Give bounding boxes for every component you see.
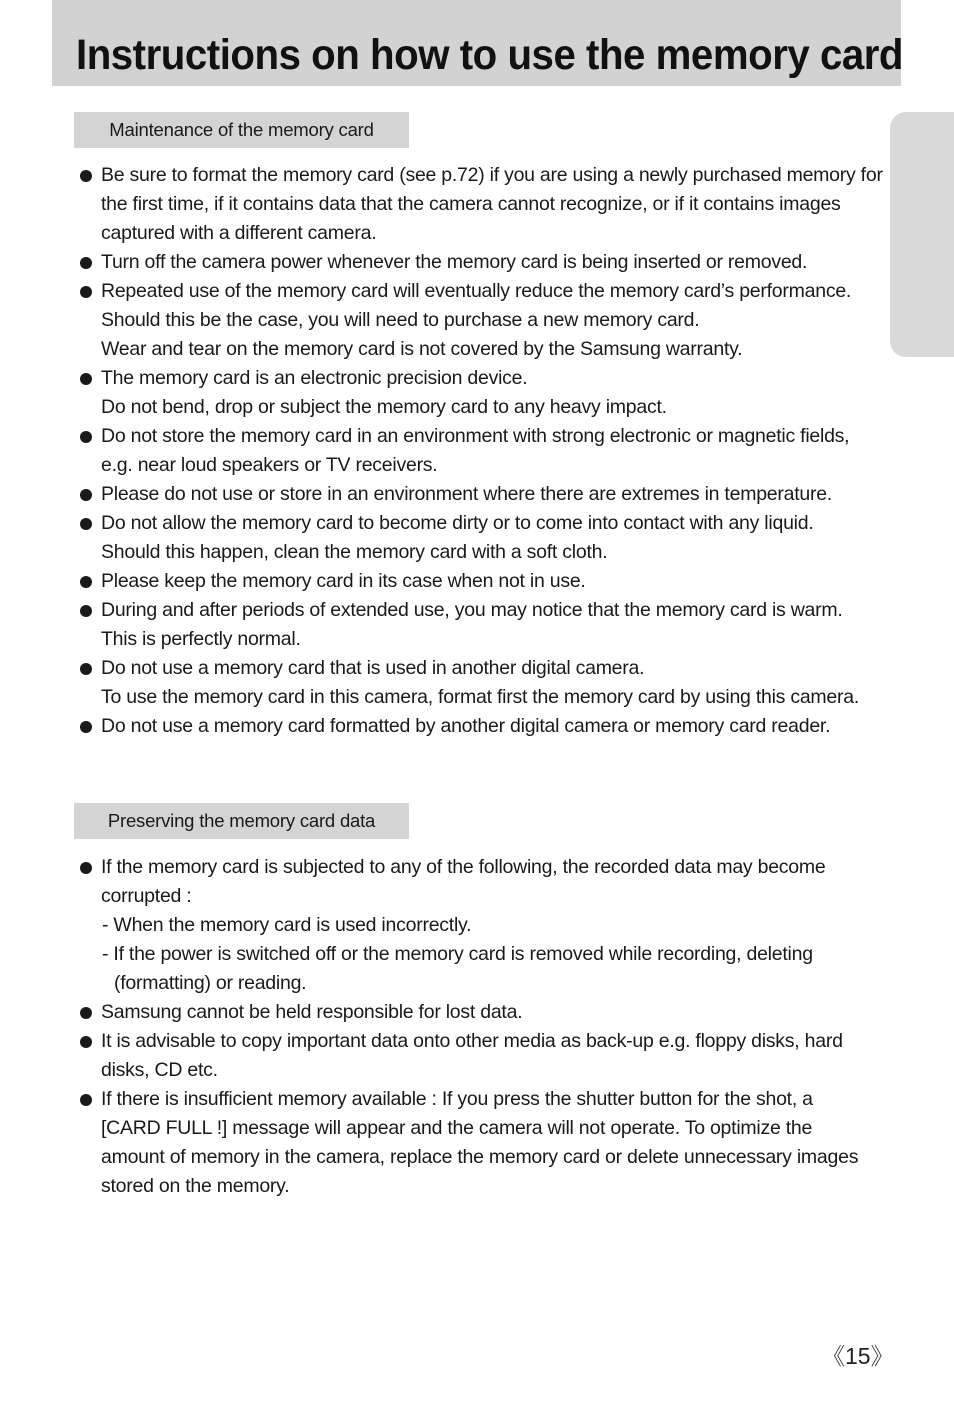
list-item (80, 712, 880, 741)
bullet-icon (80, 286, 92, 298)
bullet-icon (80, 1094, 92, 1106)
list-item (80, 480, 880, 509)
list-item (80, 596, 880, 654)
text-line: Repeated use of the memory card will eventually reduce the memory card’s performance. (101, 280, 852, 302)
list-item (80, 1027, 880, 1085)
list-item (80, 248, 880, 277)
bullet-icon (80, 1036, 92, 1048)
page-number: 《15》 (822, 1343, 894, 1369)
text-line: amount of memory in the camera, replace the memory card or delete unnecessary images (101, 1146, 859, 1168)
bullet-icon (80, 431, 92, 443)
text-line: (formatting) or reading. (114, 972, 307, 994)
text-line: [CARD FULL !] message will appear and the camera will not operate. To optimize the (101, 1117, 813, 1139)
bullet-icon (80, 373, 92, 385)
preserving-list (80, 853, 880, 1201)
text-line: Should this be the case, you will need to purchase a new memory card. (101, 309, 700, 331)
text-line: disks, CD etc. (101, 1059, 218, 1081)
text-line: Do not bend, drop or subject the memory card to any heavy impact. (101, 396, 667, 418)
text-line: Should this happen, clean the memory card with a soft cloth. (101, 541, 608, 563)
section-header-maintenance: Maintenance of the memory card (74, 112, 409, 148)
list-item (80, 1085, 880, 1201)
text-line: During and after periods of extended use, you may notice that the memory card is warm. (101, 599, 843, 621)
sub-item (101, 940, 880, 998)
bullet-icon (80, 1007, 92, 1019)
list-item (80, 422, 880, 480)
section-header-preserving: Preserving the memory card data (74, 803, 409, 839)
text-line: Please do not use or store in an environment where there are extremes in temperature. (101, 483, 832, 505)
text-line: Do not use a memory card formatted by another digital camera or memory card reader. (101, 715, 831, 737)
bullet-icon (80, 663, 92, 675)
text-line: If there is insufficient memory available : If you press the shutter button for the shot, a (101, 1088, 813, 1110)
text-line: If the memory card is subjected to any of the following, the recorded data may become (101, 856, 826, 878)
bullet-icon (80, 862, 92, 874)
list-item (80, 509, 880, 567)
bullet-icon (80, 170, 92, 182)
bullet-icon (80, 518, 92, 530)
text-line: Be sure to format the memory card (see p.72) if you are using a newly purchased memory for (101, 164, 883, 186)
text-line: Do not store the memory card in an environment with strong electronic or magnetic fields, (101, 425, 850, 447)
text-line: corrupted : (101, 885, 192, 907)
bullet-icon (80, 721, 92, 733)
text-line: Wear and tear on the memory card is not covered by the Samsung warranty. (101, 338, 743, 360)
sub-item (101, 911, 880, 940)
text-line: The memory card is an electronic precision device. (101, 367, 528, 389)
list-item (80, 998, 880, 1027)
text-line: Do not allow the memory card to become dirty or to come into contact with any liquid. (101, 512, 814, 534)
list-item (80, 364, 880, 422)
title-bar (52, 0, 904, 86)
text-line: Please keep the memory card in its case when not in use. (101, 570, 586, 592)
text-line: To use the memory card in this camera, format first the memory card by using this camera. (101, 686, 860, 708)
bullet-icon (80, 257, 92, 269)
list-item (80, 654, 880, 712)
text-line: Do not use a memory card that is used in another digital camera. (101, 657, 645, 679)
text-line: - If the power is switched off or the memory card is removed while recording, deleting (102, 943, 813, 965)
text-line: Turn off the camera power whenever the memory card is being inserted or removed. (101, 251, 808, 273)
text-line: Samsung cannot be held responsible for lost data. (101, 1001, 523, 1023)
maintenance-list (80, 161, 883, 741)
text-line: - When the memory card is used incorrectly. (102, 914, 472, 936)
list-item (80, 277, 880, 364)
list-item (80, 853, 880, 998)
text-line: stored on the memory. (101, 1175, 290, 1197)
bullet-icon (80, 605, 92, 617)
bullet-icon (80, 576, 92, 588)
text-line: This is perfectly normal. (101, 628, 301, 650)
list-item (80, 161, 883, 248)
text-line: the first time, if it contains data that the camera cannot recognize, or if it contains images (101, 193, 841, 215)
text-line: captured with a different camera. (101, 222, 377, 244)
page-title: Instructions on how to use the memory card (76, 31, 904, 79)
side-tab (890, 112, 954, 357)
list-item (80, 567, 880, 596)
text-line: It is advisable to copy important data onto other media as back-up e.g. floppy disks, hard (101, 1030, 843, 1052)
text-line: e.g. near loud speakers or TV receivers. (101, 454, 438, 476)
bullet-icon (80, 489, 92, 501)
